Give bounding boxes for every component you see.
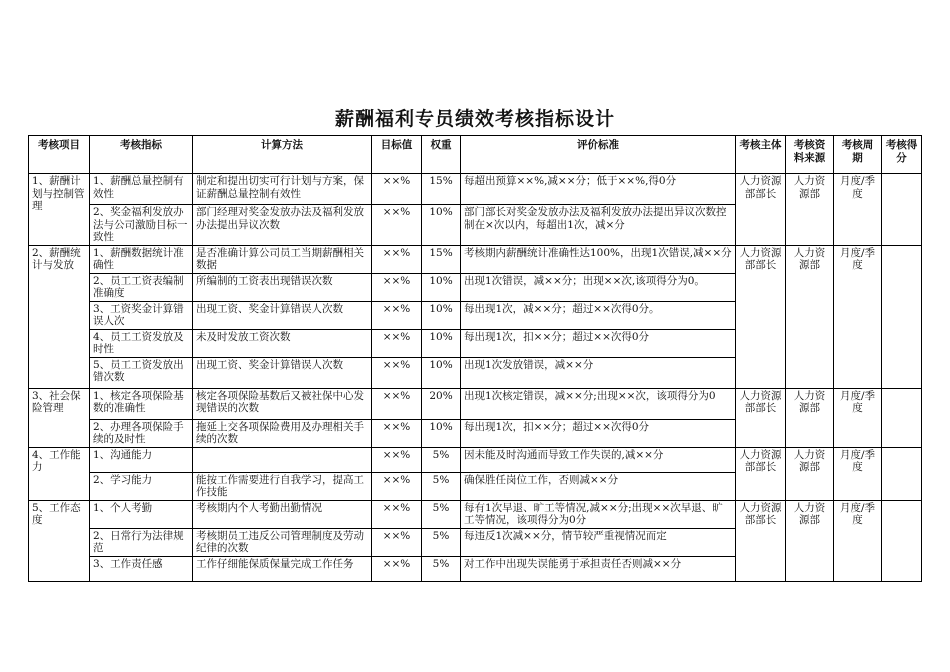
method-cell: 部门经理对奖金发放办法及福利发放办法提出异议次数: [193, 205, 372, 246]
weight-cell: 15%: [422, 174, 461, 205]
indicator-cell: 3、工作责任感: [90, 556, 193, 581]
method-cell: 出现工资、奖金计算错误人次数: [193, 301, 372, 329]
table-row: [29, 245, 922, 273]
subject-cell: 人力资源部部长: [736, 174, 786, 246]
weight-cell: 5%: [422, 528, 461, 556]
project-cell: 3、社会保险管理: [29, 388, 90, 447]
indicator-cell: 1、个人考勤: [90, 500, 193, 528]
score-cell[interactable]: [882, 245, 922, 388]
weight-cell: 5%: [422, 556, 461, 581]
weight-cell: 10%: [422, 329, 461, 357]
indicator-cell: 2、员工工资表编制准确度: [90, 273, 193, 301]
weight-cell: 5%: [422, 447, 461, 472]
target-cell: ××%: [372, 419, 422, 447]
method-cell: 出现工资、奖金计算错误人次数: [193, 357, 372, 388]
header-weight: 权重: [422, 136, 461, 174]
method-cell: 考核期内个人考勤出勤情况: [193, 500, 372, 528]
target-cell: ××%: [372, 528, 422, 556]
standard-cell: 出现1次错误，减××分；出现××次,该项得分为0。: [461, 273, 736, 301]
indicator-cell: 1、薪酬总量控制有效性: [90, 174, 193, 205]
standard-cell: 考核期内薪酬统计准确性达100%，出现1次错误,减××分: [461, 245, 736, 273]
indicator-cell: 4、员工工资发放及时性: [90, 329, 193, 357]
target-cell: ××%: [372, 245, 422, 273]
target-cell: ××%: [372, 357, 422, 388]
standard-cell: 每出现1次，扣××分；超过××次得0分: [461, 329, 736, 357]
method-cell: 能按工作需要进行自我学习，提高工作技能: [193, 472, 372, 500]
indicator-cell: 1、薪酬数据统计准确性: [90, 245, 193, 273]
indicator-cell: 2、办理各项保险手续的及时性: [90, 419, 193, 447]
period-cell: 月度/季度: [834, 245, 882, 388]
period-cell: 月度/季度: [834, 500, 882, 581]
target-cell: ××%: [372, 472, 422, 500]
standard-cell: 每出现1次，扣××分；超过××次得0分: [461, 419, 736, 447]
standard-cell: 出现1次核定错误，减××分;出现××次，该项得分为0: [461, 388, 736, 419]
target-cell: ××%: [372, 205, 422, 246]
period-cell: 月度/季度: [834, 174, 882, 246]
weight-cell: 10%: [422, 357, 461, 388]
standard-cell: 每有1次早退、旷工等情况,减××分;出现××次早退、旷工等情况，该项得分为0分: [461, 500, 736, 528]
weight-cell: 10%: [422, 419, 461, 447]
header-standard: 评价标准: [461, 136, 736, 174]
score-cell[interactable]: [882, 174, 922, 246]
standard-cell: 部门部长对奖金发放办法及福利发放办法提出异议次数控制在×次以内，每超出1次，减×分: [461, 205, 736, 246]
project-cell: 1、薪酬计划与控制管理: [29, 174, 90, 246]
method-cell: 是否准确计算公司员工当期薪酬相关数据: [193, 245, 372, 273]
project-cell: 5、工作态度: [29, 500, 90, 581]
score-cell[interactable]: [882, 500, 922, 581]
target-cell: ××%: [372, 174, 422, 205]
weight-cell: 15%: [422, 245, 461, 273]
standard-cell: 每超出预算××%,减××分；低于××%,得0分: [461, 174, 736, 205]
subject-cell: 人力资源部部长: [736, 500, 786, 581]
score-cell[interactable]: [882, 388, 922, 447]
method-cell: [193, 447, 372, 472]
header-project: 考核项目: [29, 136, 90, 174]
header-row: [29, 136, 922, 174]
standard-cell: 确保胜任岗位工作，否则减××分: [461, 472, 736, 500]
method-cell: 考核期员工违反公司管理制度及劳动纪律的次数: [193, 528, 372, 556]
header-method: 计算方法: [193, 136, 372, 174]
subject-cell: 人力资源部部长: [736, 245, 786, 388]
table-row: [29, 500, 922, 528]
weight-cell: 10%: [422, 205, 461, 246]
table-row: [29, 388, 922, 419]
indicator-cell: 1、沟通能力: [90, 447, 193, 472]
weight-cell: 5%: [422, 472, 461, 500]
method-cell: 拖延上交各项保险费用及办理相关手续的次数: [193, 419, 372, 447]
weight-cell: 10%: [422, 301, 461, 329]
project-cell: 2、薪酬统计与发放: [29, 245, 90, 388]
table-row: [29, 174, 922, 205]
indicator-cell: 2、学习能力: [90, 472, 193, 500]
source-cell: 人力资源部: [786, 174, 834, 246]
standard-cell: 每出现1次，减××分；超过××次得0分。: [461, 301, 736, 329]
source-cell: 人力资源部: [786, 447, 834, 500]
source-cell: 人力资源部: [786, 245, 834, 388]
target-cell: ××%: [372, 329, 422, 357]
method-cell: 所编制的工资表出现错误次数: [193, 273, 372, 301]
standard-cell: 每违反1次减××分，情节较严重视情况而定: [461, 528, 736, 556]
weight-cell: 20%: [422, 388, 461, 419]
indicator-cell: 1、核定各项保险基数的准确性: [90, 388, 193, 419]
period-cell: 月度/季度: [834, 388, 882, 447]
weight-cell: 10%: [422, 273, 461, 301]
indicator-cell: 2、奖金福利发放办法与公司激励目标一致性: [90, 205, 193, 246]
header-indicator: 考核指标: [90, 136, 193, 174]
header-period: 考核周期: [834, 136, 882, 174]
target-cell: ××%: [372, 556, 422, 581]
method-cell: 未及时发放工资次数: [193, 329, 372, 357]
subject-cell: 人力资源部部长: [736, 447, 786, 500]
source-cell: 人力资源部: [786, 388, 834, 447]
project-cell: 4、工作能力: [29, 447, 90, 500]
table-row: [29, 447, 922, 472]
method-cell: 核定各项保险基数后又被社保中心发现错误的次数: [193, 388, 372, 419]
target-cell: ××%: [372, 388, 422, 419]
target-cell: ××%: [372, 500, 422, 528]
kpi-table: [28, 135, 922, 582]
header-score: 考核得分: [882, 136, 922, 174]
source-cell: 人力资源部: [786, 500, 834, 581]
indicator-cell: 2、日常行为法律规范: [90, 528, 193, 556]
indicator-cell: 3、工资奖金计算错误人次: [90, 301, 193, 329]
document-title: 薪酬福利专员绩效考核指标设计: [334, 108, 615, 130]
target-cell: ××%: [372, 447, 422, 472]
weight-cell: 5%: [422, 500, 461, 528]
method-cell: 制定和提出切实可行计划与方案，保证薪酬总量控制有效性: [193, 174, 372, 205]
target-cell: ××%: [372, 301, 422, 329]
period-cell: 月度/季度: [834, 447, 882, 500]
subject-cell: 人力资源部部长: [736, 388, 786, 447]
standard-cell: 因未能及时沟通而导致工作失误的,减××分: [461, 447, 736, 472]
indicator-cell: 5、员工工资发放出错次数: [90, 357, 193, 388]
standard-cell: 出现1次发放错误，减××分: [461, 357, 736, 388]
target-cell: ××%: [372, 273, 422, 301]
header-subject: 考核主体: [736, 136, 786, 174]
header-target: 目标值: [372, 136, 422, 174]
standard-cell: 对工作中出现失误能勇于承担责任否则减××分: [461, 556, 736, 581]
header-source: 考核资料来源: [786, 136, 834, 174]
score-cell[interactable]: [882, 447, 922, 500]
method-cell: 工作仔细能保质保量完成工作任务: [193, 556, 372, 581]
